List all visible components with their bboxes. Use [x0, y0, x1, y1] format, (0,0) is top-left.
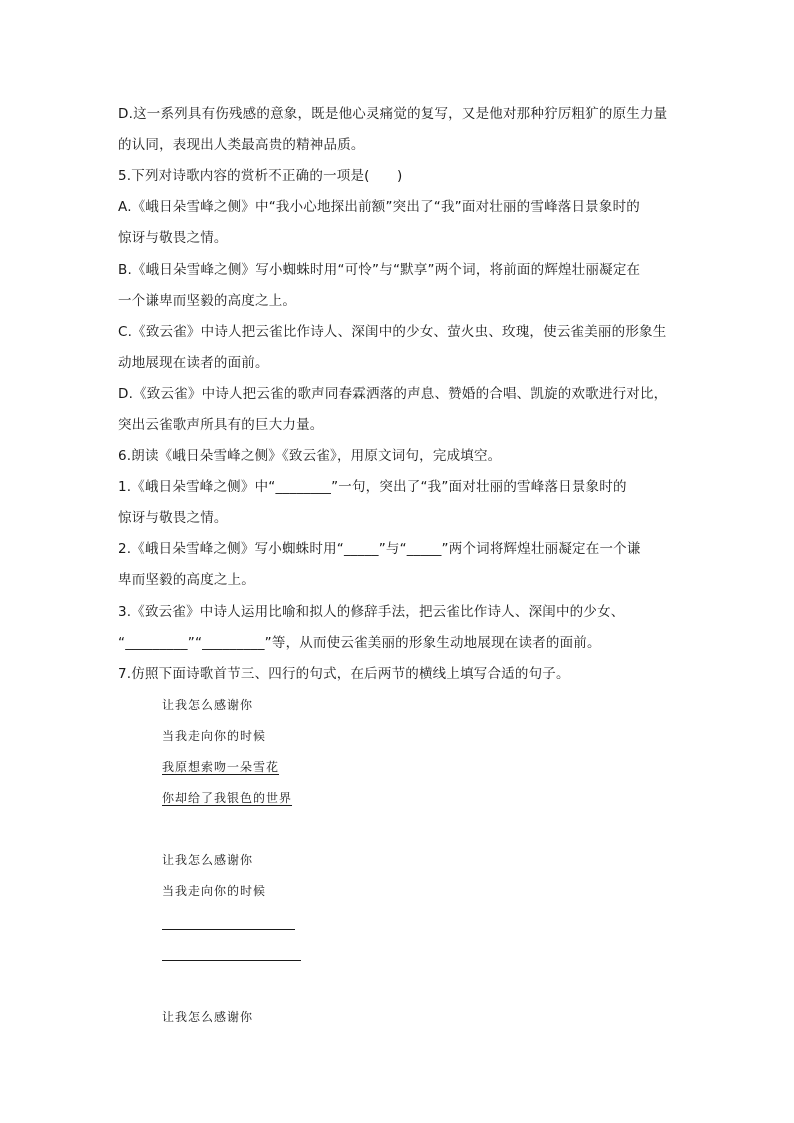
q5-stem: 5.下列对诗歌内容的赏析不正确的一项是( ): [118, 168, 403, 184]
q6-item1-line1: 1.《峨日朵雪峰之侧》中“________”一句，突出了“我”面对壮丽的雪峰落日景象时的: [118, 479, 627, 495]
poem-stanza1-line4: 你却给了我银色的世界: [162, 791, 293, 805]
q5-option-b-line1: B.《峨日朵雪峰之侧》写小蜘蛛时用“可怜”与“默享”两个词，将前面的辉煌壮丽凝定在: [118, 262, 641, 278]
q6-item1-line2: 惊讶与敬畏之情。: [118, 510, 228, 526]
poem-stanza2-line2: 当我走向你的时候: [162, 884, 267, 898]
poem-stanza1-line3: 我原想索吻一朵雪花: [162, 760, 280, 774]
q5-option-c-line1: C.《致云雀》中诗人把云雀比作诗人、深闺中的少女、萤火虫、玫瑰，使云雀美丽的形象生: [118, 324, 667, 340]
poem-stanza3-line1: 让我怎么感谢你: [162, 1010, 254, 1024]
q5-option-d-line2: 突出云雀歌声所具有的巨大力量。: [118, 417, 324, 433]
q5-option-b-line2: 一个谦卑而坚毅的高度之上。: [118, 293, 297, 309]
q5-option-a-line2: 惊讶与敬畏之情。: [118, 230, 228, 246]
stanza2-answer-blank-2[interactable]: [162, 960, 301, 961]
poem-stanza2-line1: 让我怎么感谢你: [162, 853, 254, 867]
q5-option-d-line1: D.《致云雀》中诗人把云雀的歌声同春霖洒落的声息、赞婚的合唱、凯旋的欢歌进行对比，: [118, 386, 668, 402]
stanza2-answer-blank-1[interactable]: [162, 929, 295, 930]
poem-stanza1-line1: 让我怎么感谢你: [162, 698, 254, 712]
q6-item3-line1: 3.《致云雀》中诗人运用比喻和拟人的修辞手法，把云雀比作诗人、深闺中的少女、: [118, 604, 625, 620]
q4-option-d-line1: D.这一系列具有伤残感的意象，既是他心灵痛觉的复写，又是他对那种狞厉粗犷的原生力量: [118, 106, 668, 122]
poem-stanza1-line2: 当我走向你的时候: [162, 729, 267, 743]
q6-item2-line1: 2.《峨日朵雪峰之侧》写小蜘蛛时用“_____”与“_____”两个词将辉煌壮丽凝定在一个谦: [118, 541, 641, 557]
q6-item2-line2: 卑而坚毅的高度之上。: [118, 572, 255, 588]
q5-option-a-line1: A.《峨日朵雪峰之侧》中“我小心地探出前额”突出了“我”面对壮丽的雪峰落日景象时的: [118, 199, 640, 215]
q6-item3-line2: “_________”“_________”等，从而使云雀美丽的形象生动地展现在读者的面前。: [118, 635, 601, 651]
q6-stem: 6.朗读《峨日朵雪峰之侧》《致云雀》，用原文词句，完成填空。: [118, 448, 502, 464]
q5-option-c-line2: 动地展现在读者的面前。: [118, 355, 269, 371]
q4-option-d-line2: 的认同，表现出人类最高贵的精神品质。: [118, 137, 365, 153]
q7-stem: 7.仿照下面诗歌首节三、四行的句式，在后两节的横线上填写合适的句子。: [118, 666, 570, 682]
